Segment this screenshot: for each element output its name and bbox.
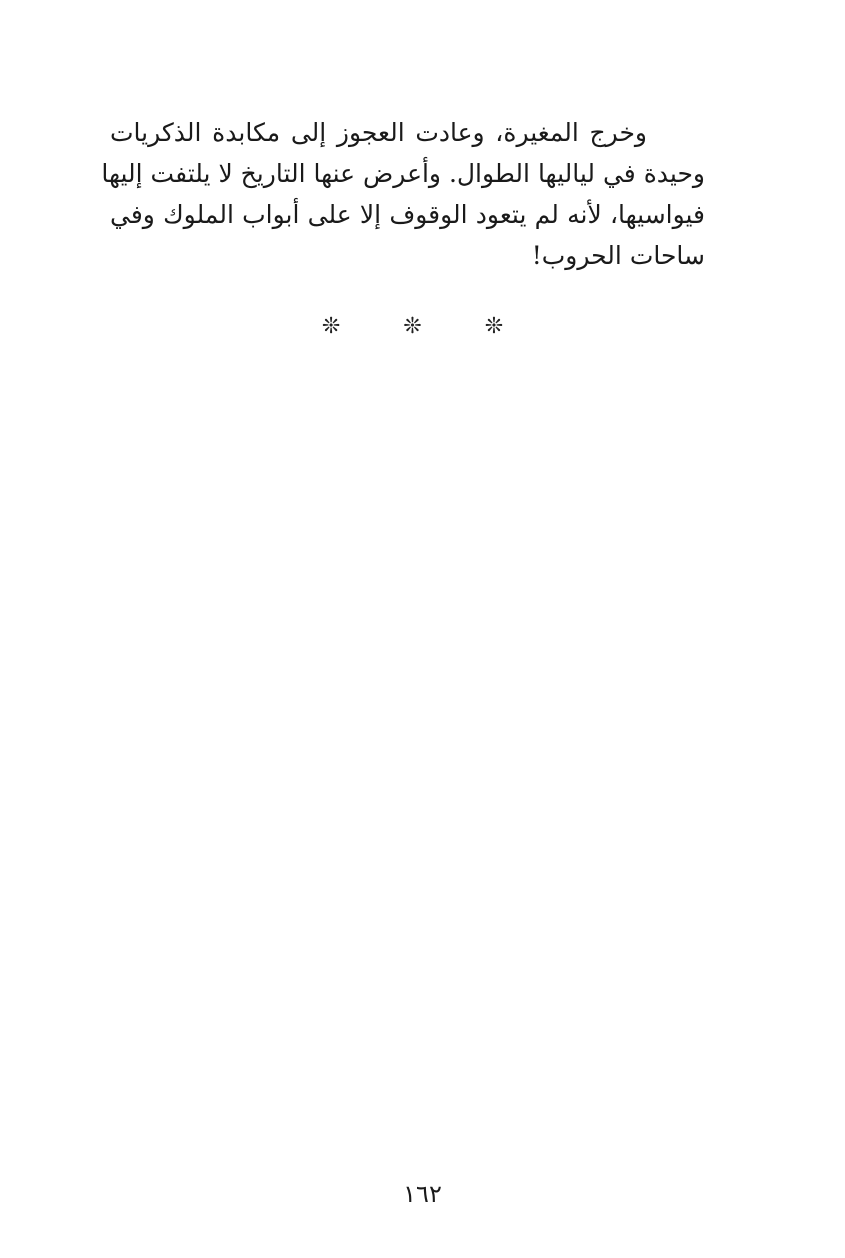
paragraph-line: وحيدة في لياليها الطوال. وأعرض عنها التاريخ لا يلتفت إليها [101, 159, 705, 188]
asterism-icon: ❊ [403, 314, 442, 339]
paragraph-line: وخرج المغيرة، وعادت العجوز إلى مكابدة الذكريات [110, 118, 647, 147]
paragraph-line: فيواسيها، لأنه لم يتعود الوقوف إلا على أبواب الملوك وفي [110, 200, 705, 229]
page-number: ١٦٢ [403, 1180, 442, 1208]
paragraph-line: ساحات الحروب! [531, 241, 705, 270]
asterism-icon: ❊ [321, 314, 361, 339]
body-paragraph [101, 112, 705, 276]
section-separator [0, 314, 845, 339]
asterism-icon: ❊ [484, 314, 524, 339]
